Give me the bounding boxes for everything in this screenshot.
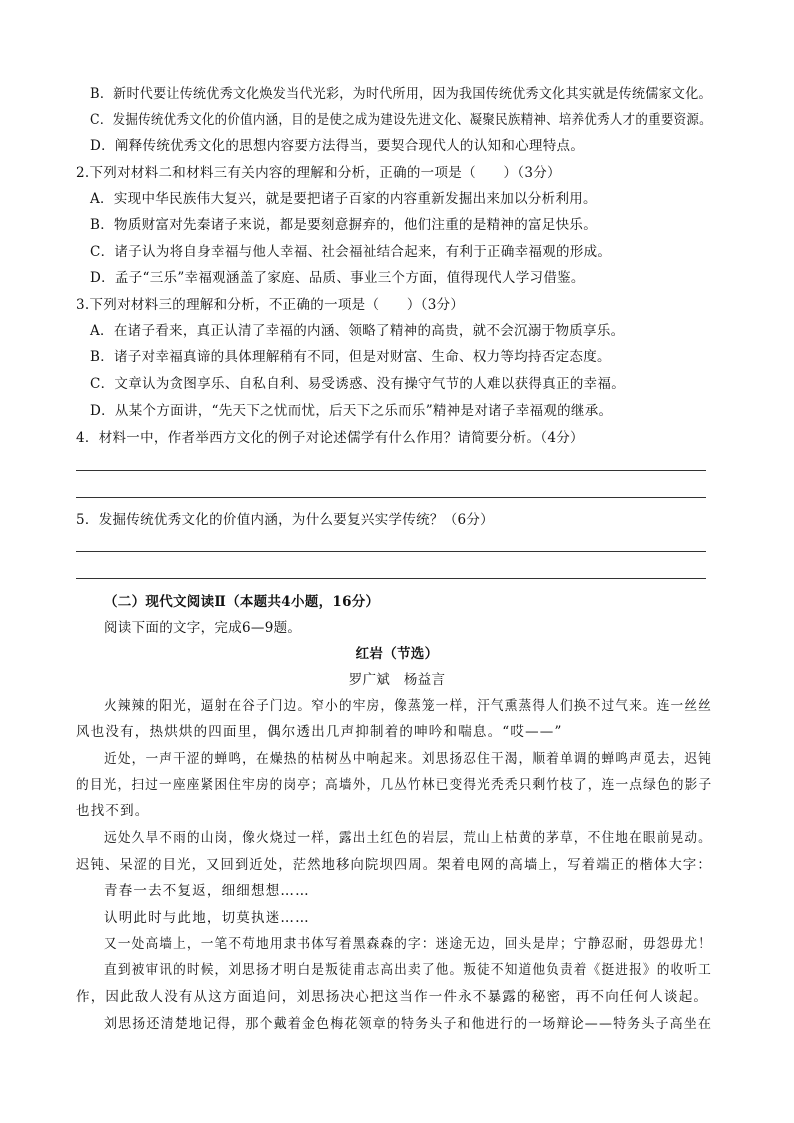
q1-option-c[interactable]: C．发掘传统优秀文化的价值内涵，目的是使之成为建设先进文化、凝聚民族精神、培养优秀人才的重要资源。 — [90, 112, 712, 128]
q1-option-d[interactable]: D．阐释传统优秀文化的思想内容要方法得当，要契合现代人的认知和心理特点。 — [90, 138, 585, 154]
story-line: 又一处高墙上，一笔不苟地用隶书体写着黑森森的字：迷途无边，回头是岸；宁静忍耐，毋怨毋尤！ — [104, 936, 713, 952]
q3-stem: 3.下列对材料三的理解和分析，不正确的一项是（ ）（3分） — [76, 297, 465, 313]
q2-option-c[interactable]: C．诸子认为将自身幸福与他人幸福、社会福祉结合起来，有利于正确幸福观的形成。 — [90, 244, 612, 260]
q2-option-b[interactable]: B．物质财富对先秦诸子来说，都是要刻意摒弃的，他们注重的是精神的富足快乐。 — [90, 217, 598, 233]
story-line: 也找不到。 — [76, 803, 150, 819]
q3-option-a[interactable]: A．在诸子看来，真正认清了幸福的内涵、领略了精神的高贵，就不会沉溺于物质享乐。 — [90, 323, 625, 339]
story-title: 红岩（节选） — [355, 646, 439, 662]
story-line: 直到被审讯的时候，刘思扬才明白是叛徒甫志高出卖了他。叛徒不知道他负责着《挺进报》的收听工 — [104, 962, 713, 978]
story-line: 认明此时与此地，切莫执迷…… — [104, 910, 310, 926]
q3-option-b[interactable]: B．诸子对幸福真谛的具体理解稍有不同，但是对财富、生命、权力等均持否定态度。 — [90, 349, 611, 365]
q5-answer-line-1[interactable] — [76, 551, 706, 552]
section-heading: （二）现代文阅读Ⅱ（本题共4小题，16分） — [104, 594, 380, 610]
q5-answer-line-2[interactable] — [76, 578, 706, 579]
story-line: 刘思扬还清楚地记得，那个戴着金色梅花领章的特务头子和他进行的一场辩论——特务头子高坐在 — [104, 1016, 713, 1032]
q4-stem: 4．材料一中，作者举西方文化的例子对论述儒学有什么作用？请简要分析。（4分） — [76, 430, 584, 446]
q2-option-a[interactable]: A．实现中华民族伟大复兴，就是要把诸子百家的内容重新发掘出来加以分析利用。 — [90, 191, 597, 207]
reading-instruction: 阅读下面的文字，完成6—9题。 — [104, 620, 302, 636]
story-line: 火辣辣的阳光，逼射在谷子门边。窄小的牢房，像蒸笼一样，汗气熏蒸得人们换不过气来。连一丝丝 — [104, 698, 713, 714]
q4-answer-line-2[interactable] — [76, 497, 706, 498]
story-line: 青春一去不复返，细细想想…… — [104, 883, 310, 899]
story-line: 的目光，扫过一座座紧困住牢房的岗亭；高墙外，几丛竹林已变得光秃秃只剩竹枝了，连一点绿色的影子 — [76, 777, 713, 793]
story-line: 远处久旱不雨的山岗，像火烧过一样，露出土红色的岩层，荒山上枯黄的茅草，不住地在眼前晃动。 — [104, 830, 713, 846]
q2-option-d[interactable]: D．孟子“三乐”幸福观涵盖了家庭、品质、事业三个方面，值得现代人学习借鉴。 — [90, 270, 585, 286]
q4-answer-line-1[interactable] — [76, 470, 706, 471]
story-line: 风也没有，热烘烘的四面里，偶尔透出几声抑制着的呻吟和喘息。“哎——” — [76, 724, 563, 740]
story-line: 迟钝、呆涩的目光，又回到近处，茫然地移向院坝四周。架着电网的高墙上，写着端正的楷体大字： — [76, 857, 712, 873]
q3-option-c[interactable]: C．文章认为贪图享乐、自私自利、易受诱惑、没有操守气节的人难以获得真正的幸福。 — [90, 376, 626, 392]
story-line: 作，因此敌人没有从这方面追问，刘思扬决心把这当作一件永不暴露的秘密，再不向任何人谈起。 — [76, 989, 709, 1005]
q1-option-b[interactable]: B．新时代要让传统优秀文化焕发当代光彩，为时代所用，因为我国传统优秀文化其实就是传统儒家文化。 — [90, 86, 712, 102]
story-line: 近处，一声干涩的蝉鸣，在燥热的枯树丛中响起来。刘思扬忍住干渴，顺着单调的蝉鸣声觅去，迟钝 — [104, 751, 713, 767]
q5-stem: 5．发掘传统优秀文化的价值内涵，为什么要复兴实学传统？（6分） — [76, 512, 494, 528]
q2-stem: 2.下列对材料二和材料三有关内容的理解和分析，正确的一项是（ ）（3分） — [76, 165, 561, 181]
q3-option-d[interactable]: D．从某个方面讲，“先天下之忧而忧，后天下之乐而乐”精神是对诸子幸福观的继承。 — [90, 403, 613, 419]
story-authors: 罗广斌 杨益言 — [348, 672, 446, 688]
